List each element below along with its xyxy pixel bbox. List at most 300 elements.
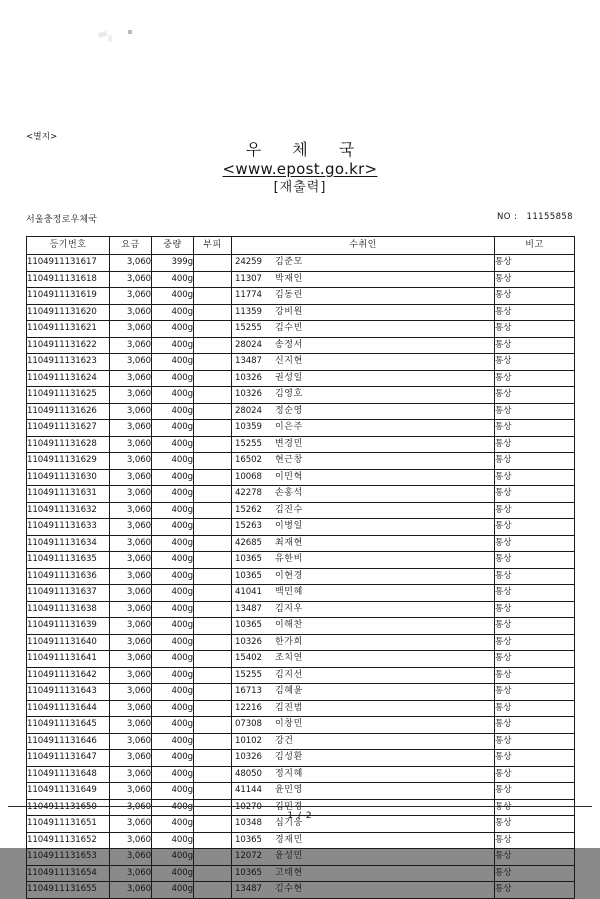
table-row (27, 717, 575, 734)
cell-recipient (232, 865, 495, 882)
cell-fee: 3,060 (110, 585, 152, 602)
scan-speckle-icon (128, 30, 132, 34)
cell-note: 통상 (495, 816, 575, 833)
cell-reg-no: 1104911131633 (27, 519, 110, 536)
cell-fee: 3,060 (110, 354, 152, 371)
cell-reg-no: 1104911131647 (27, 750, 110, 767)
recipient-wrapper (232, 453, 494, 469)
cell-fee: 3,060 (110, 321, 152, 338)
recipient-wrapper (232, 783, 494, 799)
cell-fee: 3,060 (110, 469, 152, 486)
recipient-name: 조치연 (275, 653, 303, 663)
footer-divider (8, 806, 592, 807)
cell-recipient (232, 387, 495, 404)
cell-note: 통상 (495, 420, 575, 437)
cell-note: 통상 (495, 486, 575, 503)
cell-fee: 3,060 (110, 832, 152, 849)
recipient-name: 정순영 (275, 405, 303, 416)
cell-note: 통상 (495, 601, 575, 618)
cell-reg-no: 1104911131646 (27, 733, 110, 750)
cell-note: 통상 (495, 651, 575, 668)
cell-reg-no: 1104911131626 (27, 403, 110, 420)
recipient-postal-code: 12072 (235, 851, 262, 861)
cell-note: 통상 (495, 535, 575, 552)
recipient-wrapper (232, 767, 494, 783)
recipient-wrapper (232, 552, 494, 568)
cell-weight: 400g (152, 667, 194, 684)
recipient-postal-code: 15255 (235, 323, 262, 333)
cell-recipient (232, 618, 495, 635)
table-row (27, 255, 575, 272)
table-row (27, 700, 575, 717)
table-row (27, 469, 575, 486)
cell-recipient (232, 849, 495, 866)
cell-note: 통상 (495, 733, 575, 750)
cell-recipient (232, 403, 495, 420)
cell-recipient (232, 469, 495, 486)
table-row (27, 387, 575, 404)
recipient-name: 심기웅 (275, 818, 303, 828)
cell-volume (194, 502, 232, 519)
recipient-name: 강건 (275, 735, 294, 746)
recipient-postal-code: 10270 (235, 801, 262, 812)
cell-recipient (232, 700, 495, 717)
cell-weight: 400g (152, 832, 194, 849)
recipient-wrapper (232, 602, 494, 618)
recipient-name: 유한비 (275, 554, 303, 564)
column-header-reg-no: 등기번호 (27, 237, 110, 255)
cell-fee: 3,060 (110, 502, 152, 519)
cell-note: 통상 (495, 436, 575, 453)
cell-note: 통상 (495, 354, 575, 371)
cell-fee: 3,060 (110, 552, 152, 569)
cell-weight: 400g (152, 370, 194, 387)
cell-note: 통상 (495, 370, 575, 387)
epost-url: <www.epost.go.kr> (222, 160, 378, 178)
recipient-name: 강비원 (275, 306, 303, 317)
cell-volume (194, 288, 232, 305)
cell-recipient (232, 288, 495, 305)
cell-volume (194, 436, 232, 453)
recipient-name: 김진수 (275, 504, 303, 515)
cell-note: 통상 (495, 849, 575, 866)
table-row (27, 453, 575, 470)
cell-volume (194, 321, 232, 338)
cell-fee: 3,060 (110, 634, 152, 651)
cell-volume (194, 585, 232, 602)
recipient-wrapper (232, 371, 494, 387)
recipient-name: 백민혜 (275, 587, 303, 597)
cell-volume (194, 667, 232, 684)
cell-recipient (232, 717, 495, 734)
cell-volume (194, 849, 232, 866)
cell-weight: 400g (152, 651, 194, 668)
column-header-volume: 부피 (194, 237, 232, 255)
recipient-wrapper (232, 470, 494, 486)
cell-recipient (232, 651, 495, 668)
cell-reg-no: 1104911131639 (27, 618, 110, 635)
table-row (27, 436, 575, 453)
cell-reg-no: 1104911131628 (27, 436, 110, 453)
cell-recipient (232, 585, 495, 602)
recipient-name: 정지혜 (275, 768, 303, 779)
recipient-name: 권성일 (275, 372, 303, 383)
cell-reg-no: 1104911131623 (27, 354, 110, 371)
cell-fee: 3,060 (110, 288, 152, 305)
recipient-postal-code: 10068 (235, 471, 262, 482)
cell-recipient (232, 766, 495, 783)
cell-recipient (232, 255, 495, 272)
recipient-name: 김진범 (275, 702, 303, 713)
recipient-postal-code: 11774 (235, 290, 262, 300)
cell-fee: 3,060 (110, 667, 152, 684)
recipient-postal-code: 07308 (235, 719, 262, 729)
table-row (27, 865, 575, 882)
cell-weight: 400g (152, 552, 194, 569)
cell-note: 통상 (495, 403, 575, 420)
cell-note: 통상 (495, 700, 575, 717)
cell-weight: 400g (152, 271, 194, 288)
table-row (27, 370, 575, 387)
cell-fee: 3,060 (110, 816, 152, 833)
cell-weight: 400g (152, 387, 194, 404)
cell-recipient (232, 370, 495, 387)
cell-note: 통상 (495, 502, 575, 519)
cell-recipient (232, 882, 495, 899)
column-header-note: 비고 (495, 237, 575, 255)
recipient-postal-code: 10326 (235, 752, 262, 762)
cell-weight: 400g (152, 420, 194, 437)
post-office-name: 서울충정로우체국 (26, 215, 98, 225)
cell-recipient (232, 354, 495, 371)
cell-recipient (232, 502, 495, 519)
cell-recipient (232, 486, 495, 503)
cell-weight: 400g (152, 304, 194, 321)
cell-note: 통상 (495, 618, 575, 635)
recipient-postal-code: 41144 (235, 785, 262, 795)
recipient-postal-code: 48050 (235, 768, 262, 779)
page-number: 1 / 2 (287, 811, 313, 821)
cell-reg-no: 1104911131624 (27, 370, 110, 387)
cell-weight: 400g (152, 403, 194, 420)
recipient-wrapper (232, 288, 494, 304)
recipient-postal-code: 11359 (235, 306, 262, 317)
cell-note: 통상 (495, 469, 575, 486)
cell-note: 통상 (495, 519, 575, 536)
recipient-wrapper (232, 651, 494, 667)
cell-volume (194, 717, 232, 734)
recipient-wrapper (232, 305, 494, 321)
cell-fee: 3,060 (110, 420, 152, 437)
cell-recipient (232, 733, 495, 750)
recipient-postal-code: 24259 (235, 257, 262, 267)
recipient-name: 박재인 (275, 273, 303, 284)
table-row (27, 354, 575, 371)
recipient-wrapper (232, 272, 494, 288)
cell-note: 통상 (495, 667, 575, 684)
recipient-name: 신지현 (275, 356, 303, 366)
cell-weight: 400g (152, 733, 194, 750)
cell-reg-no: 1104911131636 (27, 568, 110, 585)
cell-fee: 3,060 (110, 849, 152, 866)
table-row (27, 733, 575, 750)
recipient-name: 손홍석 (275, 488, 303, 498)
cell-fee: 3,060 (110, 651, 152, 668)
recipient-postal-code: 11307 (235, 273, 262, 284)
cell-weight: 400g (152, 717, 194, 734)
cell-weight: 400g (152, 634, 194, 651)
cell-note: 통상 (495, 799, 575, 816)
table-row (27, 568, 575, 585)
cell-reg-no: 1104911131635 (27, 552, 110, 569)
cell-volume (194, 271, 232, 288)
cell-volume (194, 700, 232, 717)
recipient-wrapper (232, 519, 494, 535)
cell-weight: 400g (152, 568, 194, 585)
recipient-postal-code: 13487 (235, 603, 262, 614)
cell-volume (194, 882, 232, 899)
cell-volume (194, 354, 232, 371)
cell-fee: 3,060 (110, 750, 152, 767)
recipient-postal-code: 13487 (235, 356, 262, 366)
recipient-name: 김준모 (275, 257, 303, 267)
cell-fee: 3,060 (110, 304, 152, 321)
cell-fee: 3,060 (110, 601, 152, 618)
document-number (497, 212, 573, 222)
table-row (27, 519, 575, 536)
table-row (27, 420, 575, 437)
cell-reg-no: 1104911131631 (27, 486, 110, 503)
cell-reg-no: 1104911131618 (27, 271, 110, 288)
recipient-postal-code: 10326 (235, 636, 262, 647)
cell-note: 통상 (495, 717, 575, 734)
cell-note: 통상 (495, 552, 575, 569)
recipient-wrapper (232, 866, 494, 882)
table-row (27, 502, 575, 519)
cell-recipient (232, 634, 495, 651)
cell-reg-no: 1104911131621 (27, 321, 110, 338)
cell-volume (194, 519, 232, 536)
recipient-name: 이병일 (275, 521, 303, 531)
recipient-wrapper (232, 750, 494, 766)
page-title: 우 체 국 (245, 140, 368, 159)
recipient-name: 이민혁 (275, 471, 303, 482)
table-row (27, 288, 575, 305)
table-row (27, 601, 575, 618)
cell-volume (194, 750, 232, 767)
cell-fee: 3,060 (110, 453, 152, 470)
cell-weight: 400g (152, 700, 194, 717)
cell-fee: 3,060 (110, 370, 152, 387)
cell-weight: 400g (152, 849, 194, 866)
cell-volume (194, 783, 232, 800)
cell-volume (194, 865, 232, 882)
cell-fee: 3,060 (110, 882, 152, 899)
recipient-wrapper (232, 717, 494, 733)
cell-reg-no: 1104911131648 (27, 766, 110, 783)
recipient-postal-code: 10365 (235, 554, 262, 564)
recipient-wrapper (232, 701, 494, 717)
recipient-name: 한가희 (275, 636, 303, 647)
attachment-annotation: <별지> (26, 132, 58, 142)
cell-weight: 400g (152, 519, 194, 536)
cell-reg-no: 1104911131645 (27, 717, 110, 734)
cell-fee: 3,060 (110, 717, 152, 734)
cell-reg-no: 1104911131617 (27, 255, 110, 272)
table-row (27, 321, 575, 338)
recipient-name: 이은주 (275, 422, 303, 432)
recipient-postal-code: 10102 (235, 735, 262, 746)
cell-recipient (232, 420, 495, 437)
recipient-name: 김지우 (275, 603, 303, 614)
cell-fee: 3,060 (110, 733, 152, 750)
cell-reg-no: 1104911131655 (27, 882, 110, 899)
cell-reg-no: 1104911131634 (27, 535, 110, 552)
cell-note: 통상 (495, 453, 575, 470)
cell-reg-no: 1104911131625 (27, 387, 110, 404)
recipient-wrapper (232, 635, 494, 651)
cell-recipient (232, 783, 495, 800)
cell-volume (194, 337, 232, 354)
cell-fee: 3,060 (110, 865, 152, 882)
cell-recipient (232, 304, 495, 321)
column-header-fee: 요금 (110, 237, 152, 255)
table-row (27, 634, 575, 651)
cell-reg-no: 1104911131619 (27, 288, 110, 305)
cell-volume (194, 486, 232, 503)
cell-recipient (232, 552, 495, 569)
cell-note: 통상 (495, 750, 575, 767)
cell-weight: 400g (152, 436, 194, 453)
recipient-name: 고태현 (275, 867, 303, 878)
cell-reg-no: 1104911131644 (27, 700, 110, 717)
cell-weight: 400g (152, 535, 194, 552)
table-body (27, 255, 575, 899)
cell-reg-no: 1104911131622 (27, 337, 110, 354)
cell-weight: 400g (152, 684, 194, 701)
cell-reg-no: 1104911131637 (27, 585, 110, 602)
recipient-postal-code: 10365 (235, 570, 262, 581)
column-header-weight: 중량 (152, 237, 194, 255)
cell-weight: 400g (152, 321, 194, 338)
table-header-row (27, 237, 575, 255)
cell-reg-no: 1104911131652 (27, 832, 110, 849)
cell-reg-no: 1104911131641 (27, 651, 110, 668)
recipient-postal-code: 15402 (235, 653, 262, 663)
recipient-postal-code: 10348 (235, 818, 262, 828)
cell-note: 통상 (495, 304, 575, 321)
cell-recipient (232, 453, 495, 470)
document-number-value: 11155858 (526, 212, 573, 222)
cell-note: 통상 (495, 337, 575, 354)
recipient-name: 경재민 (275, 834, 303, 845)
cell-volume (194, 568, 232, 585)
table-row (27, 849, 575, 866)
cell-fee: 3,060 (110, 387, 152, 404)
table-row (27, 750, 575, 767)
cell-volume (194, 634, 232, 651)
cell-weight: 400g (152, 585, 194, 602)
cell-volume (194, 469, 232, 486)
cell-weight: 400g (152, 799, 194, 816)
cell-note: 통상 (495, 882, 575, 899)
cell-volume (194, 535, 232, 552)
cell-weight: 400g (152, 601, 194, 618)
recipient-wrapper (232, 536, 494, 552)
recipient-name: 김영호 (275, 389, 303, 399)
cell-reg-no: 1104911131638 (27, 601, 110, 618)
registered-mail-table (26, 236, 575, 899)
cell-note: 통상 (495, 585, 575, 602)
recipient-name: 변경민 (275, 438, 303, 449)
table-row (27, 882, 575, 899)
cell-fee: 3,060 (110, 535, 152, 552)
cell-note: 통상 (495, 865, 575, 882)
cell-volume (194, 618, 232, 635)
cell-fee: 3,060 (110, 271, 152, 288)
cell-volume (194, 601, 232, 618)
recipient-postal-code: 15262 (235, 504, 262, 515)
cell-volume (194, 370, 232, 387)
table-row (27, 535, 575, 552)
cell-volume (194, 733, 232, 750)
recipient-wrapper (232, 503, 494, 519)
cell-recipient (232, 750, 495, 767)
cell-fee: 3,060 (110, 799, 152, 816)
cell-recipient (232, 684, 495, 701)
recipient-wrapper (232, 321, 494, 337)
table-row (27, 337, 575, 354)
cell-note: 통상 (495, 568, 575, 585)
document-number-label: NO : (497, 212, 518, 222)
cell-reg-no: 1104911131653 (27, 849, 110, 866)
table-row (27, 766, 575, 783)
cell-weight: 400g (152, 337, 194, 354)
cell-volume (194, 766, 232, 783)
recipient-name: 김동린 (275, 290, 303, 300)
recipient-wrapper (232, 255, 494, 271)
cell-volume (194, 651, 232, 668)
cell-recipient (232, 271, 495, 288)
recipient-postal-code: 10365 (235, 834, 262, 845)
cell-reg-no: 1104911131620 (27, 304, 110, 321)
recipient-wrapper (232, 486, 494, 502)
cell-note: 통상 (495, 634, 575, 651)
cell-recipient (232, 519, 495, 536)
recipient-name: 이창민 (275, 719, 303, 729)
document-title-block (0, 140, 600, 196)
table-row (27, 403, 575, 420)
recipient-postal-code: 10326 (235, 372, 262, 383)
recipient-postal-code: 10359 (235, 422, 262, 432)
cell-weight: 400g (152, 865, 194, 882)
recipient-wrapper (232, 618, 494, 634)
recipient-postal-code: 41041 (235, 587, 262, 597)
cell-weight: 399g (152, 255, 194, 272)
cell-weight: 400g (152, 288, 194, 305)
recipient-wrapper (232, 849, 494, 865)
recipient-name: 이현경 (275, 570, 303, 581)
column-header-recipient: 수취인 (232, 237, 495, 255)
recipient-name: 김성환 (275, 752, 303, 762)
table-row (27, 552, 575, 569)
cell-reg-no: 1104911131627 (27, 420, 110, 437)
cell-recipient (232, 337, 495, 354)
table-row (27, 783, 575, 800)
cell-recipient (232, 832, 495, 849)
cell-fee: 3,060 (110, 568, 152, 585)
cell-weight: 400g (152, 486, 194, 503)
